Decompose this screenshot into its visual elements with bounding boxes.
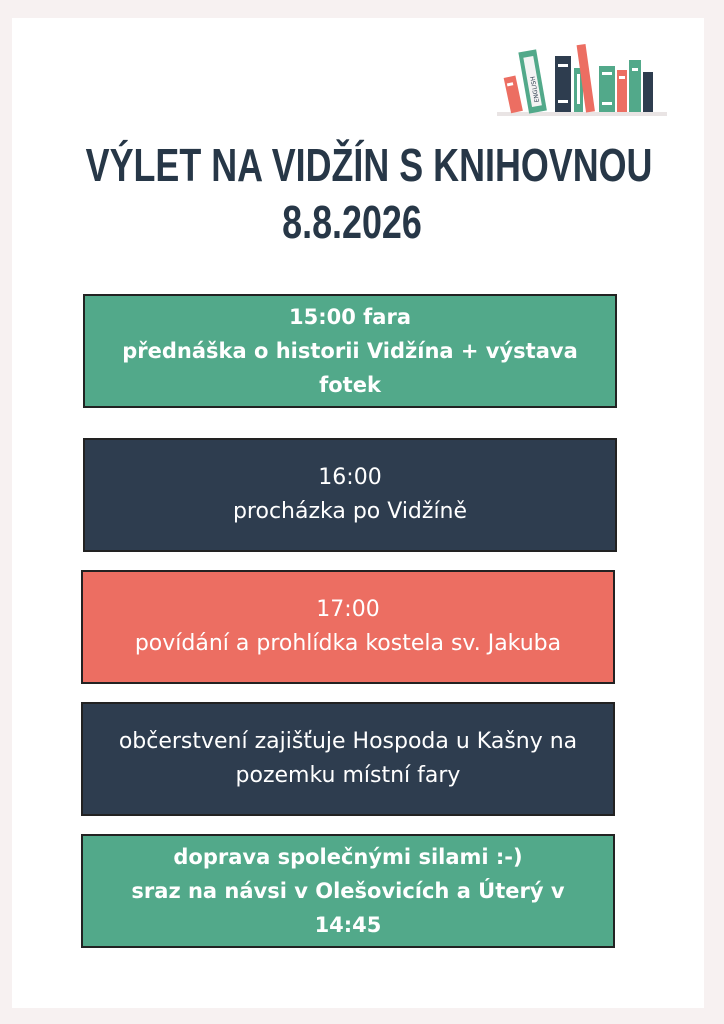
program-item-line: 15:00 fara	[289, 305, 411, 329]
program-item-walk	[83, 438, 617, 552]
program-item-line: 17:00	[316, 597, 380, 622]
program-item-transport	[81, 834, 615, 948]
program-item-line: přednáška o historii Vidžína + výstava	[122, 339, 578, 363]
books-on-shelf-icon	[497, 34, 667, 120]
program-item-line: doprava společnými silami :-)	[173, 845, 523, 869]
program-item-line: 14:45	[314, 913, 382, 937]
program-item-line: fotek	[319, 373, 381, 397]
program-item-line: sraz na návsi v Olešovicích a Úterý v	[131, 879, 565, 903]
program-item-line: pozemku místní fary	[235, 763, 461, 788]
program-item-fara	[83, 294, 617, 408]
book-spine-label: ENGLISH	[529, 75, 541, 103]
program-item-line: 16:00	[318, 465, 382, 490]
program-item-line: občerstvení zajišťuje Hospoda u Kašny na	[118, 729, 578, 754]
program-item-refreshments	[81, 702, 615, 816]
program-item-line: procházka po Vidžíně	[232, 499, 468, 524]
page-title: VÝLET NA VIDŽÍN S KNIHOVNOU	[85, 139, 653, 191]
program-item-line: povídání a prohlídka kostela sv. Jakuba	[134, 631, 562, 656]
program-item-church	[81, 570, 615, 684]
event-date: 8.8.2026	[282, 196, 422, 248]
